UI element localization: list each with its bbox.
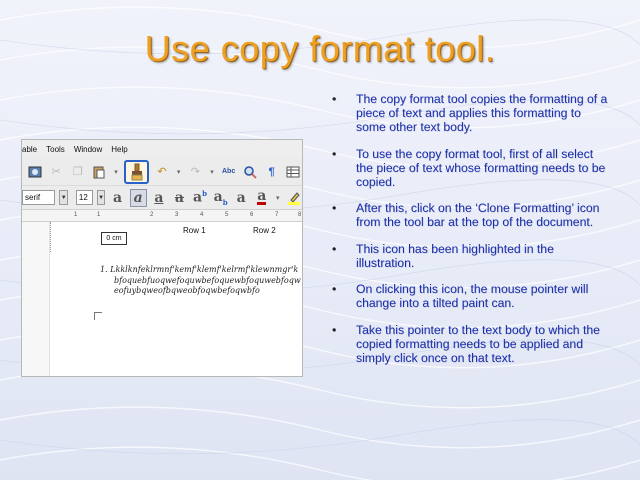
strikethrough-icon[interactable]: a: [174, 189, 184, 206]
copy-icon[interactable]: ❐: [72, 166, 83, 178]
bullet-item: [330, 147, 612, 189]
bullet-item: [330, 323, 612, 365]
superscript-icon[interactable]: $a^b$: [193, 189, 208, 206]
standard-toolbar: [22, 158, 302, 186]
paste-icon[interactable]: [91, 163, 109, 181]
spellcheck-icon[interactable]: Abc: [222, 168, 236, 175]
font-color-icon[interactable]: a: [257, 188, 267, 204]
shadow-icon[interactable]: a: [236, 189, 246, 206]
ruler-number: 2: [150, 212, 154, 218]
document-area[interactable]: [22, 222, 302, 377]
bullet-text: Take this pointer to the text body to which the copied formatting needs to be applied and simply click once on that text.: [356, 322, 600, 365]
highlighting-icon[interactable]: [285, 189, 302, 207]
ruler-number: 1: [97, 212, 101, 218]
find-replace-icon[interactable]: [241, 163, 259, 181]
font-size-field[interactable]: 12: [76, 190, 93, 205]
formatting-toolbar: [22, 186, 302, 210]
table-header: [50, 222, 303, 252]
chevron-down-icon[interactable]: ▼: [97, 190, 105, 205]
document-line: 1. Lkklknfeklrmnf'kemf'klemf'kelrmf'klewnmgr'k: [100, 265, 299, 274]
bullet-text: This icon has been highlighted in the illustration.: [356, 241, 554, 270]
ruler-number: 7: [275, 212, 279, 218]
document-line: eofuybqweofbqweobfoqwbefoqwbfo: [114, 286, 260, 295]
bullet-dot: •: [332, 322, 337, 337]
ruler-number: 3: [175, 212, 179, 218]
menu-help[interactable]: Help: [111, 144, 128, 154]
ruler-number: 1: [74, 212, 78, 218]
ruler-tooltip: 0 cm: [101, 232, 127, 245]
bullet-item: [330, 201, 612, 229]
bullet-list: [330, 92, 612, 377]
redo-icon[interactable]: ↷: [190, 166, 200, 178]
subscript-icon[interactable]: $a_b$: [213, 188, 228, 207]
chevron-down-icon[interactable]: ▾: [210, 168, 214, 176]
ruler-number: 4: [200, 212, 204, 218]
document-text[interactable]: [100, 265, 303, 297]
row-header: Row 2: [253, 226, 276, 235]
row-header: Row 1: [183, 226, 206, 235]
bullet-item: [330, 242, 612, 270]
horizontal-ruler[interactable]: [22, 210, 302, 222]
bullet-dot: •: [332, 241, 337, 256]
bullet-item: [330, 282, 612, 310]
chevron-down-icon[interactable]: ▾: [275, 194, 280, 202]
bullet-dot: •: [332, 92, 337, 106]
bullet-dot: •: [332, 146, 337, 161]
cut-icon[interactable]: ✂: [51, 166, 61, 178]
underline-icon[interactable]: a: [154, 189, 164, 206]
chevron-down-icon[interactable]: ▾: [114, 168, 118, 176]
ruler-number: 8: [298, 212, 302, 218]
formatting-marks-icon[interactable]: ¶: [268, 165, 275, 178]
bullet-text: The copy format tool copies the formatting of a piece of text and applies this formatting to some other text body.: [356, 92, 608, 134]
bullet-item: [330, 92, 612, 134]
table-icon[interactable]: [284, 163, 302, 181]
writer-screenshot: [21, 139, 303, 377]
bullet-dot: •: [332, 282, 337, 296]
bullet-text: On clicking this icon, the mouse pointer will change into a tilted paint can.: [356, 282, 589, 310]
menu-tools[interactable]: Tools: [46, 144, 65, 154]
print-preview-icon[interactable]: [26, 163, 44, 181]
menu-bar: [22, 140, 302, 158]
menu-table[interactable]: able: [22, 144, 38, 154]
document-line: bfoquebfuoqwefoquwbefoquewbfoquwebfoqw: [114, 275, 301, 285]
ruler-number: 5: [225, 212, 229, 218]
clone-formatting-icon[interactable]: [124, 160, 149, 184]
text-boundary-mark: [94, 312, 102, 320]
bold-icon[interactable]: a: [113, 189, 123, 206]
bullet-dot: •: [332, 201, 337, 215]
bullet-text: After this, click on the ‘Clone Formatting’ icon from the tool bar at the top of the document.: [356, 201, 600, 229]
chevron-down-icon[interactable]: ▼: [59, 190, 67, 205]
font-name-field[interactable]: serif: [22, 190, 55, 205]
italic-icon[interactable]: a: [130, 189, 147, 207]
bullet-text: To use the copy format tool, first of all select the piece of text whose formatting needs to be copied.: [356, 146, 606, 189]
ruler-number: 6: [250, 212, 254, 218]
menu-window[interactable]: Window: [73, 144, 103, 154]
chevron-down-icon[interactable]: ▾: [176, 168, 181, 176]
undo-icon[interactable]: ↶: [157, 166, 167, 178]
page-margin: [22, 222, 50, 377]
slide-title: Use copy format tool.: [144, 28, 496, 69]
